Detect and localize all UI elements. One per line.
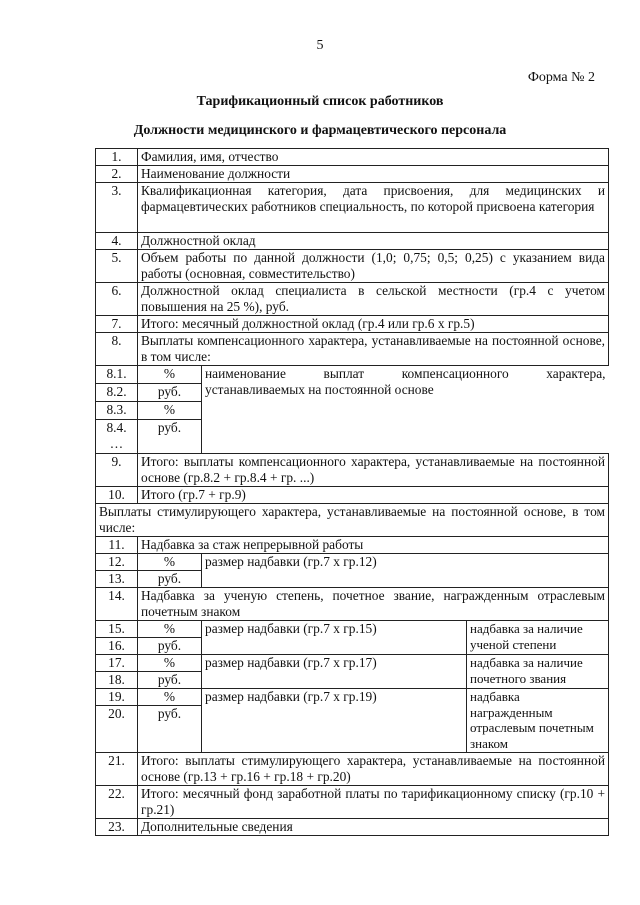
unit-cell: % — [138, 554, 202, 571]
unit-cell: руб. — [138, 384, 202, 402]
row-number: 3. — [96, 183, 138, 233]
table-row — [96, 655, 609, 672]
table-row — [96, 819, 609, 836]
row-number: 12. — [96, 554, 138, 571]
table-row — [96, 621, 609, 638]
row-number: 13. — [96, 571, 138, 588]
table-row — [96, 366, 609, 384]
unit-cell: % — [138, 366, 202, 384]
row-number: 5. — [96, 250, 138, 283]
row-text: Должностной оклад специалиста в сельской местности (гр.4 с учетом повышения на 25 %), руб. — [138, 283, 609, 316]
unit-cell: % — [138, 689, 202, 706]
table-row — [96, 786, 609, 819]
table-row — [96, 166, 609, 183]
table-row — [96, 149, 609, 166]
allowance-note: надбавка за наличие почетного звания — [467, 655, 609, 689]
row-number: 1. — [96, 149, 138, 166]
table-row — [96, 689, 609, 706]
table-row — [96, 504, 609, 537]
document-title: Тарификационный список работников — [196, 94, 444, 109]
allowance-note: надбавка награжденным отраслевым почетным знаком — [467, 689, 609, 753]
table-row — [96, 454, 609, 487]
row-number: 17. — [96, 655, 138, 672]
row-number: 10. — [96, 487, 138, 504]
row-text: Объем работы по данной должности (1,0; 0,75; 0,5; 0,25) с указанием вида работы (основная, совместительство) — [138, 250, 609, 283]
table-row — [96, 487, 609, 504]
row-number: 22. — [96, 786, 138, 819]
unit-cell: руб. — [138, 706, 202, 753]
row-number: 4. — [96, 233, 138, 250]
unit-cell: руб. — [138, 672, 202, 689]
row-text: Итого: выплаты стимулирующего характера, устанавливаемые на постоянной основе (гр.13 + гр.16 + гр.18 + гр.20) — [138, 753, 609, 786]
tariff-table — [95, 148, 609, 836]
unit-cell: % — [138, 402, 202, 420]
allowance-size: размер надбавки (гр.7 х гр.12) — [202, 554, 609, 588]
row-number — [96, 420, 138, 454]
row-text: Выплаты компенсационного характера, устанавливаемые на постоянной основе, в том числе: — [138, 333, 609, 366]
row-number: 2. — [96, 166, 138, 183]
row-number: 21. — [96, 753, 138, 786]
row-text: Квалификационная категория, дата присвоения, для медицинских и фармацевтических работников специальность, по которой присвоена категория — [138, 183, 609, 233]
table-row — [96, 283, 609, 316]
table-row — [96, 588, 609, 621]
row-text: Итого: выплаты компенсационного характера, устанавливаемые на постоянной основе (гр.8.2 + гр.8.4 + гр. ...) — [138, 454, 609, 487]
row-number: 8.3. — [96, 402, 138, 420]
ellipsis: … — [109, 435, 124, 451]
table-row — [96, 316, 609, 333]
row-text: Наименование должности — [138, 166, 609, 183]
allowance-size: размер надбавки (гр.7 х гр.15) — [202, 621, 467, 655]
row-text: Итого (гр.7 + гр.9) — [138, 487, 609, 504]
row-number: 18. — [96, 672, 138, 689]
unit-cell: % — [138, 655, 202, 672]
row-text: Надбавка за стаж непрерывной работы — [138, 537, 609, 554]
row-number: 7. — [96, 316, 138, 333]
row-number-value: 8.4. — [106, 420, 127, 435]
table-row — [96, 537, 609, 554]
table-row — [96, 554, 609, 571]
table-row — [96, 333, 609, 366]
allowance-size: размер надбавки (гр.7 х гр.17) — [202, 655, 467, 689]
row-number: 11. — [96, 537, 138, 554]
table-row — [96, 183, 609, 233]
compensation-description: наименование выплат компенсационного характера, устанавливаемых на постоянной основе — [202, 366, 609, 454]
row-number: 9. — [96, 454, 138, 487]
document-subtitle: Должности медицинского и фармацевтического персонала — [133, 123, 507, 138]
row-text: Должностной оклад — [138, 233, 609, 250]
row-number: 6. — [96, 283, 138, 316]
unit-cell: руб. — [138, 638, 202, 655]
row-text: Дополнительные сведения — [138, 819, 609, 836]
row-number: 8. — [96, 333, 138, 366]
row-text: Итого: месячный фонд заработной платы по тарификационному списку (гр.10 + гр.21) — [138, 786, 609, 819]
row-number: 15. — [96, 621, 138, 638]
page-number: 5 — [316, 38, 324, 53]
unit-cell: % — [138, 621, 202, 638]
row-number: 20. — [96, 706, 138, 753]
row-text: Итого: месячный должностной оклад (гр.4 или гр.6 х гр.5) — [138, 316, 609, 333]
unit-cell: руб. — [138, 420, 202, 454]
row-number: 16. — [96, 638, 138, 655]
row-number: 8.2. — [96, 384, 138, 402]
row-number: 14. — [96, 588, 138, 621]
row-text: Фамилия, имя, отчество — [138, 149, 609, 166]
row-text: Надбавка за ученую степень, почетное звание, награжденным отраслевым почетным знаком — [138, 588, 609, 621]
table-row — [96, 250, 609, 283]
allowance-size: размер надбавки (гр.7 х гр.19) — [202, 689, 467, 753]
form-label: Форма № 2 — [527, 70, 595, 85]
stimulating-header: Выплаты стимулирующего характера, устанавливаемые на постоянной основе, в том числе: — [96, 504, 609, 537]
table-row — [96, 753, 609, 786]
row-number: 23. — [96, 819, 138, 836]
table-row — [96, 233, 609, 250]
row-number: 19. — [96, 689, 138, 706]
row-number: 8.1. — [96, 366, 138, 384]
allowance-note: надбавка за наличие ученой степени — [467, 621, 609, 655]
unit-cell: руб. — [138, 571, 202, 588]
